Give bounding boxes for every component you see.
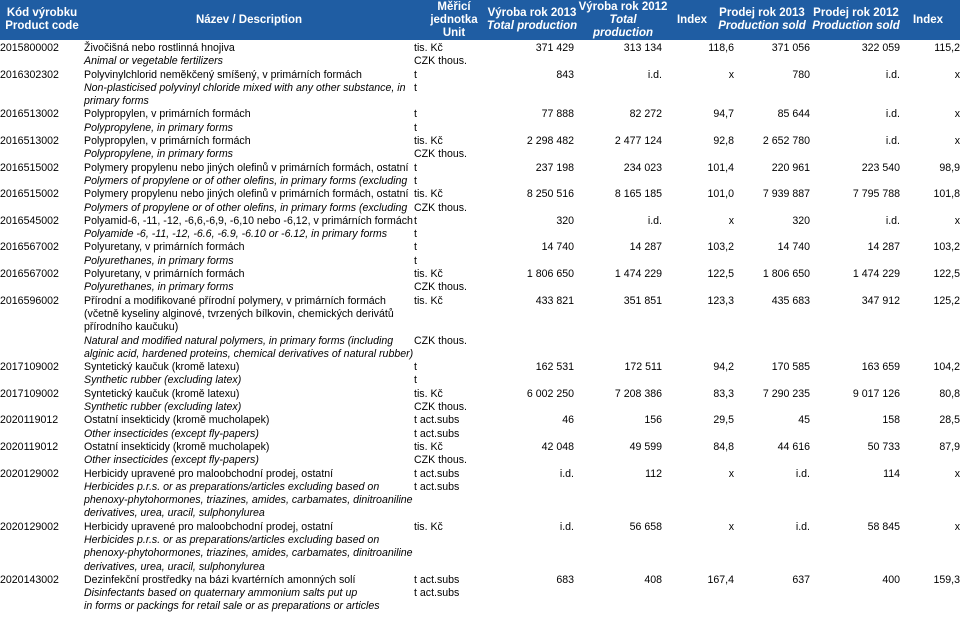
unit: [414, 162, 494, 189]
header-product-code: [0, 0, 84, 40]
unit-cs: t act.subs: [414, 573, 460, 586]
production-2012: 313 134: [623, 42, 662, 54]
product-code: 2016596002: [0, 294, 59, 307]
sold-index: x: [954, 214, 960, 227]
table-row: [0, 108, 960, 135]
table-row: [0, 414, 960, 441]
sold-2013: 320: [792, 214, 810, 227]
sold-2013: 435 683: [771, 294, 810, 307]
description-en: Polymers of propylene or of other olefins, in primary forms (excluding: [84, 201, 408, 214]
unit-en: t: [414, 121, 417, 134]
description-cs: Ostatní insekticidy (kromě mucholapek): [84, 414, 270, 427]
unit: [414, 69, 494, 109]
sold-index: x: [954, 68, 960, 81]
unit-en: t: [414, 228, 417, 241]
production-2012: 82 272: [629, 108, 662, 121]
unit-cs: tis. Kč: [414, 135, 443, 148]
description-en: derivatives, urea, uracil, sulphonylurea: [84, 507, 265, 520]
sold-index: 87,9: [939, 440, 960, 453]
production-index: 94,2: [713, 361, 734, 374]
description-en: Natural and modified natural polymers, in primary forms (including: [84, 334, 394, 347]
sold-2012: 347 912: [861, 294, 900, 307]
header-index-sold: [904, 0, 952, 40]
production-2013: 8 250 516: [526, 188, 574, 201]
description-en: Other insecticides (except fly-papers): [84, 427, 259, 440]
production-2013: 433 821: [535, 294, 574, 307]
product-code: 2016567002: [0, 241, 59, 254]
description-en: Herbicides p.r.s. or as preparations/articles excluding based on: [84, 480, 380, 493]
product-code: 2020143002: [0, 573, 59, 586]
header-prod12-cs: Výroba rok 2012: [578, 0, 668, 13]
unit-cs: tis. Kč: [414, 520, 443, 533]
description-cs: Herbicidy upravené pro maloobchodní prodej, ostatní: [84, 467, 334, 480]
production-index: 167,4: [707, 573, 734, 586]
production-index: 103,2: [707, 241, 734, 254]
sold-2012: i.d.: [885, 135, 900, 148]
description-cs: (včetně kyseliny alginové, tvrzených bílkovin, chemických derivátů: [84, 307, 394, 320]
table-row: [0, 162, 960, 189]
production-2012: 408: [644, 573, 662, 586]
production-2013: 1 806 650: [526, 268, 574, 281]
production-2013: 237 198: [535, 161, 574, 174]
description-cs: Herbicidy upravené pro maloobchodní prodej, ostatní: [84, 520, 334, 533]
unit-cs: t: [414, 161, 417, 174]
product-code: 2016567002: [0, 268, 59, 281]
sold-index: 80,8: [939, 387, 960, 400]
product-code: 2020129002: [0, 520, 59, 533]
production-index: 123,3: [707, 294, 734, 307]
product-code: 2020119012: [0, 414, 59, 427]
sold-index: 101,8: [933, 188, 960, 201]
sold-index: 103,2: [933, 241, 960, 254]
description-cs: Syntetický kaučuk (kromě latexu): [84, 361, 240, 374]
production-2013: i.d.: [559, 520, 574, 533]
table-row: [0, 521, 960, 574]
description: [84, 414, 414, 441]
product-code: 2015800002: [0, 42, 59, 54]
unit: [414, 361, 494, 388]
description-cs: přírodního kaučuku): [84, 321, 179, 334]
description-en: Other insecticides (except fly-papers): [84, 454, 259, 467]
table-header: [0, 0, 960, 40]
production-2012: 234 023: [623, 161, 662, 174]
description: [84, 468, 414, 521]
product-code: 2020129002: [0, 467, 59, 480]
sold-index: x: [954, 108, 960, 121]
sold-2013: 85 644: [777, 108, 810, 121]
production-index: x: [728, 214, 734, 227]
sold-2012: 9 017 126: [852, 387, 900, 400]
table-body: [0, 42, 960, 614]
description: [84, 241, 414, 268]
sold-index: 125,2: [933, 294, 960, 307]
description-en: Animal or vegetable fertilizers: [84, 55, 223, 68]
unit-cs: t act.subs: [414, 467, 460, 480]
header-name: Název / Description: [195, 13, 303, 26]
production-2012: 2 477 124: [614, 135, 662, 148]
production-index: 94,7: [713, 108, 734, 121]
description-en: phenoxy-phytohormones, triazines, amides, carbamates, dinitroaniline: [84, 494, 413, 507]
unit-en: CZK thous.: [414, 201, 467, 214]
description-en: Polyurethanes, in primary forms: [84, 281, 234, 294]
description-cs: Živočišná nebo rostlinná hnojiva: [84, 42, 235, 54]
header-unit: [414, 0, 494, 40]
table-row: [0, 468, 960, 521]
unit-cs: t: [414, 214, 417, 227]
unit: [414, 135, 494, 162]
unit: [414, 241, 494, 268]
unit-en: t act.subs: [414, 427, 460, 440]
unit-en: t act.subs: [414, 480, 460, 493]
description-cs: Dezinfekční prostředky na bázi kvartérních amonných solí: [84, 573, 356, 586]
unit-cs: t: [414, 108, 417, 121]
unit: [414, 42, 494, 69]
sold-2012: i.d.: [885, 108, 900, 121]
production-index: 83,3: [713, 387, 734, 400]
sold-2013: 14 740: [777, 241, 810, 254]
description-en: Non-plasticised polyvinyl chloride mixed with any other substance, in: [84, 81, 406, 94]
unit: [414, 468, 494, 521]
product-code: 2020119012: [0, 440, 59, 453]
table-row: [0, 361, 960, 388]
description-en: phenoxy-phytohormones, triazines, amides, carbamates, dinitroaniline: [84, 547, 413, 560]
unit: [414, 295, 494, 361]
description: [84, 162, 414, 189]
description: [84, 441, 414, 468]
description-en: Polymers of propylene or of other olefins, in primary forms (excluding: [84, 174, 408, 187]
sold-2013: 7 939 887: [762, 188, 810, 201]
production-2012: 14 287: [629, 241, 662, 254]
unit-en: CZK thous.: [414, 55, 467, 68]
production-2013: i.d.: [559, 467, 574, 480]
description-en: in forms or packings for retail sale or as preparations or articles: [84, 600, 380, 613]
description-en: primary forms: [84, 95, 149, 108]
description-en: Disinfectants based on quaternary ammonium salts put up: [84, 587, 358, 600]
description-cs: Polyuretany, v primárních formách: [84, 241, 245, 254]
table-row: [0, 42, 960, 69]
unit-cs: tis. Kč: [414, 294, 443, 307]
unit-cs: tis. Kč: [414, 268, 443, 281]
product-code: 2016515002: [0, 188, 59, 201]
unit: [414, 388, 494, 415]
header-index1: Index: [676, 13, 708, 26]
production-2013: 46: [562, 414, 574, 427]
sold-2013: 170 585: [771, 361, 810, 374]
header-unit-l3: Unit: [442, 26, 466, 39]
header-production-2012: [578, 0, 668, 40]
header-sold13-cs: Prodej rok 2013: [719, 7, 805, 19]
description-en: Herbicides p.r.s. or as preparations/articles excluding based on: [84, 533, 380, 546]
description-en: Synthetic rubber (excluding latex): [84, 374, 242, 387]
production-2013: 42 048: [541, 440, 574, 453]
unit: [414, 414, 494, 441]
unit-en: CZK thous.: [414, 281, 467, 294]
description: [84, 295, 414, 361]
sold-2013: i.d.: [795, 520, 810, 533]
sold-2012: 114: [883, 467, 900, 480]
unit-en: CZK thous.: [414, 454, 467, 467]
production-index: 122,5: [707, 268, 734, 281]
table-row: [0, 295, 960, 361]
table-row: [0, 441, 960, 468]
spacer: [414, 321, 494, 334]
sold-2013: 2 652 780: [762, 135, 810, 148]
description: [84, 268, 414, 295]
table-row: [0, 188, 960, 215]
header-prod13-cs: Výroba rok 2013: [487, 7, 577, 19]
header-prod12-en: Total production: [592, 13, 654, 39]
sold-2013: 637: [792, 573, 810, 586]
unit: [414, 215, 494, 242]
production-2012: 156: [644, 414, 662, 427]
header-sold-2013: [716, 0, 808, 40]
table-row: [0, 215, 960, 242]
sold-index: x: [954, 520, 960, 533]
description-cs: Polyamid-6, -11, -12, -6,6,-6,9, -6,10 nebo -6,12, v primárních formách: [84, 214, 413, 227]
product-code: 2016513002: [0, 108, 59, 121]
sold-index: x: [954, 467, 960, 480]
sold-2012: 322 059: [861, 42, 900, 54]
sold-2013: 45: [798, 414, 810, 427]
unit-en: t: [414, 174, 417, 187]
description-en: alginic acid, hardened proteins, chemical derivatives of natural rubber): [84, 347, 414, 360]
production-index: 118,6: [708, 42, 734, 54]
sold-2013: 1 806 650: [762, 268, 810, 281]
description: [84, 188, 414, 215]
description-cs: Přírodní a modifikované přírodní polymery, v primárních formách: [84, 294, 386, 307]
sold-2012: 7 795 788: [852, 188, 900, 201]
table-row: [0, 388, 960, 415]
header-code-en: Product code: [5, 20, 79, 32]
unit-cs: tis. Kč: [414, 42, 443, 54]
production-index: 29,5: [713, 414, 734, 427]
unit-cs: t: [414, 241, 417, 254]
production-2013: 683: [556, 573, 574, 586]
unit-cs: tis. Kč: [414, 188, 443, 201]
product-code: 2016513002: [0, 135, 59, 148]
description: [84, 108, 414, 135]
sold-2013: 371 056: [771, 42, 810, 54]
unit: [414, 574, 494, 614]
header-prod13-en: Total production: [486, 20, 578, 32]
header-sold13-en: Production sold: [718, 20, 806, 32]
production-index: x: [728, 68, 734, 81]
unit-en: t act.subs: [414, 587, 460, 600]
sold-2013: 44 616: [777, 440, 810, 453]
production-2012: 351 851: [623, 294, 662, 307]
table-row: [0, 135, 960, 162]
table-row: [0, 268, 960, 295]
sold-2012: i.d.: [885, 68, 900, 81]
product-code: 2016545002: [0, 214, 59, 227]
sold-2012: 58 845: [867, 520, 900, 533]
description-cs: Polymery propylenu nebo jiných olefinů v primárních formách, ostatní: [84, 188, 409, 201]
sold-2012: i.d.: [885, 214, 900, 227]
sold-2013: 780: [792, 68, 810, 81]
header-unit-l1: Měřicí: [437, 0, 471, 13]
description-cs: Polyuretany, v primárních formách: [84, 268, 245, 281]
production-index: 92,8: [713, 135, 734, 148]
description-en: Polypropylene, in primary forms: [84, 148, 233, 161]
unit-cs: tis. Kč: [414, 440, 443, 453]
description-en: Polypropylene, in primary forms: [84, 121, 233, 134]
description: [84, 135, 414, 162]
production-index: 101,4: [707, 161, 734, 174]
production-2012: 7 208 386: [614, 387, 662, 400]
sold-index: 159,3: [933, 573, 960, 586]
production-2012: 172 511: [624, 361, 662, 374]
production-2012: i.d.: [647, 214, 662, 227]
unit-cs: t act.subs: [414, 414, 460, 427]
sold-2013: 220 961: [771, 161, 810, 174]
sold-index: 115,2: [934, 42, 960, 54]
description-en: derivatives, urea, uracil, sulphonylurea: [84, 560, 265, 573]
production-2012: 49 599: [629, 440, 662, 453]
sold-index: x: [954, 135, 960, 148]
data-table: [0, 42, 960, 614]
production-index: 84,8: [713, 440, 734, 453]
unit-cs: t: [414, 68, 417, 81]
description-en: Polyamide -6, -11, -12, -6.6, -6.9, -6.10 or -6.12, in primary forms: [84, 228, 388, 241]
production-index: 101,0: [707, 188, 734, 201]
description: [84, 574, 414, 614]
production-2012: 56 658: [629, 520, 662, 533]
header-sold12-cs: Prodej rok 2012: [813, 7, 899, 19]
production-2013: 320: [556, 214, 574, 227]
description-cs: Polymery propylenu nebo jiných olefinů v primárních formách, ostatní: [84, 161, 409, 174]
sold-2012: 158: [882, 414, 900, 427]
description: [84, 388, 414, 415]
unit-en: t: [414, 374, 417, 387]
sold-2012: 163 659: [861, 361, 900, 374]
unit-en: CZK thous.: [414, 334, 467, 347]
production-index: x: [728, 520, 734, 533]
unit: [414, 108, 494, 135]
unit-en: CZK thous.: [414, 401, 467, 414]
production-2013: 162 531: [535, 361, 574, 374]
description: [84, 69, 414, 109]
sold-2012: 223 540: [861, 161, 900, 174]
product-code: 2017109002: [0, 361, 59, 374]
production-2012: 112: [645, 467, 662, 480]
unit: [414, 521, 494, 574]
table-row: [0, 69, 960, 109]
table-row: [0, 241, 960, 268]
header-sold-2012: [808, 0, 904, 40]
production-2013: 14 740: [541, 241, 574, 254]
product-code: 2016302302: [0, 68, 59, 81]
description-cs: Polypropylen, v primárních formách: [84, 108, 251, 121]
header-code-cs: Kód výrobku: [6, 7, 78, 19]
header-description: [84, 0, 414, 40]
description-en: Synthetic rubber (excluding latex): [84, 401, 242, 414]
production-2013: 843: [556, 68, 574, 81]
header-production-2013: [486, 0, 578, 40]
product-code: 2016515002: [0, 161, 59, 174]
product-code: 2017109002: [0, 387, 59, 400]
header-index2: Index: [912, 13, 944, 26]
header-unit-l2: jednotka: [430, 13, 478, 26]
unit-en: t: [414, 81, 417, 94]
description-cs: Polyvinylchlorid neměkčený smíšený, v primárních formách: [84, 68, 362, 81]
description-cs: Polypropylen, v primárních formách: [84, 135, 251, 148]
header-sold12-en: Production sold: [812, 20, 900, 32]
sold-2012: 1 474 229: [852, 268, 900, 281]
production-2012: 8 165 185: [614, 188, 662, 201]
sold-index: 122,5: [933, 268, 960, 281]
sold-2013: 7 290 235: [762, 387, 810, 400]
description-cs: Syntetický kaučuk (kromě latexu): [84, 387, 240, 400]
unit-cs: tis. Kč: [414, 387, 443, 400]
sold-2012: 400: [882, 573, 900, 586]
sold-index: 98,9: [939, 161, 960, 174]
unit-cs: t: [414, 361, 417, 374]
sold-2013: i.d.: [795, 467, 810, 480]
spacer: [414, 308, 494, 321]
header-index-production: [668, 0, 716, 40]
description-cs: Ostatní insekticidy (kromě mucholapek): [84, 440, 270, 453]
unit: [414, 188, 494, 215]
description: [84, 42, 414, 69]
production-2013: 2 298 482: [526, 135, 574, 148]
sold-index: 28,5: [939, 414, 960, 427]
production-index: x: [728, 467, 734, 480]
unit: [414, 441, 494, 468]
production-2012: i.d.: [647, 68, 662, 81]
description: [84, 215, 414, 242]
production-2013: 77 888: [541, 108, 574, 121]
sold-index: 104,2: [933, 361, 960, 374]
sold-2012: 50 733: [867, 440, 900, 453]
sold-2012: 14 287: [867, 241, 900, 254]
unit: [414, 268, 494, 295]
table-row: [0, 574, 960, 614]
unit-en: t: [414, 254, 417, 267]
unit-en: CZK thous.: [414, 148, 467, 161]
description: [84, 521, 414, 574]
description: [84, 361, 414, 388]
production-2013: 371 429: [535, 42, 574, 54]
production-2012: 1 474 229: [614, 268, 662, 281]
description-en: Polyurethanes, in primary forms: [84, 254, 234, 267]
production-2013: 6 002 250: [526, 387, 574, 400]
